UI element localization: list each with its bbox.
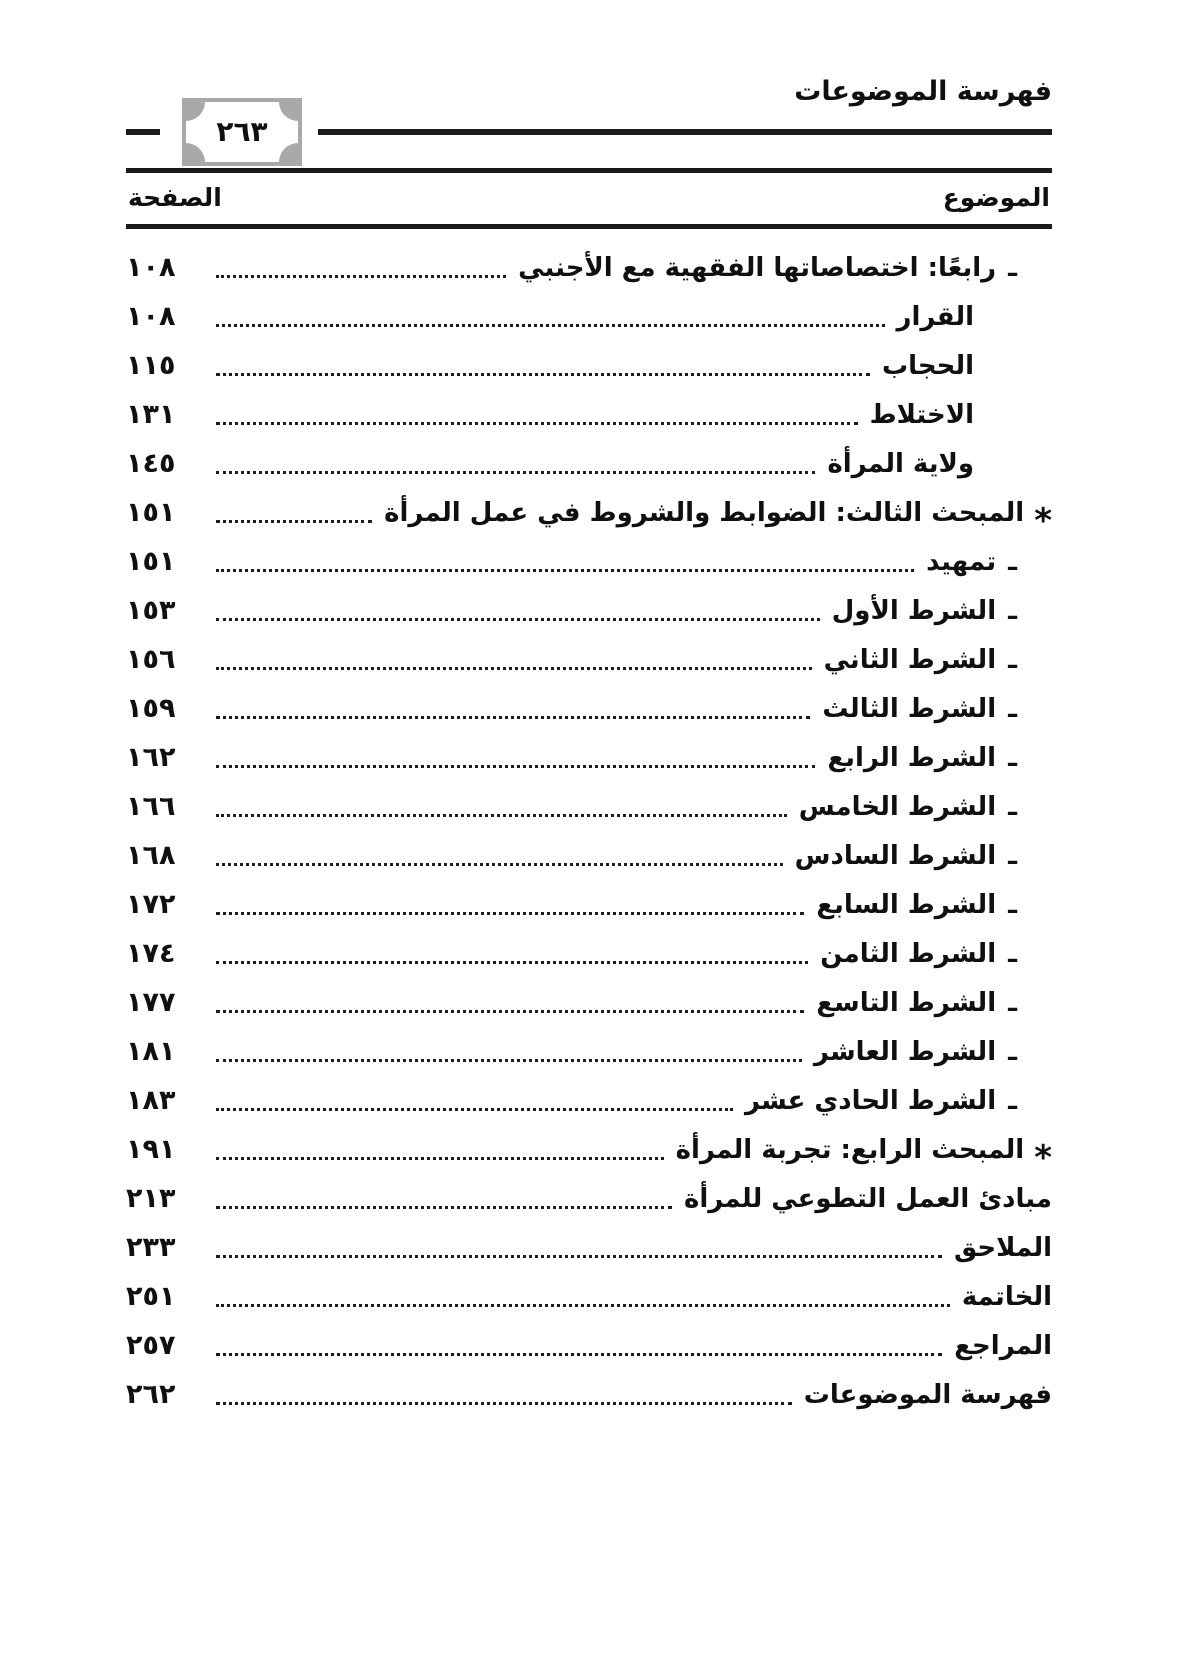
- dotted-leader: [216, 1206, 672, 1209]
- toc-entry: [126, 782, 1052, 831]
- entry-page-number: ١٧٧: [126, 987, 176, 1018]
- toc-entry: [126, 1223, 1052, 1272]
- entry-bullet: ـ: [1008, 252, 1017, 283]
- toc-entry: [126, 341, 1052, 390]
- entry-bullet: ـ: [1008, 987, 1017, 1018]
- entry-title: الخاتمة: [961, 1281, 1052, 1312]
- toc-entry: [126, 1272, 1052, 1321]
- entry-page-number: ١٨١: [126, 1036, 176, 1067]
- dotted-leader: [216, 618, 820, 621]
- dotted-leader: [216, 667, 812, 670]
- dotted-leader: [216, 912, 804, 915]
- entry-page-number: ١٧٢: [126, 889, 176, 920]
- entry-title: الشرط الحادي عشر: [744, 1085, 997, 1116]
- entry-bullet: ـ: [1008, 889, 1017, 920]
- toc-entry: * المبحث الرابع: تجربة المرأة ١٩١: [126, 1134, 1052, 1178]
- badge-corner-icon: [279, 143, 298, 162]
- dotted-leader: [216, 520, 372, 523]
- entry-title: مبادئ العمل التطوعي للمرأة: [683, 1183, 1052, 1214]
- entry-title: المبحث الرابع: تجربة المرأة: [675, 1134, 1025, 1165]
- entry-title: الشرط الثامن: [820, 938, 997, 969]
- dotted-leader: [216, 1108, 733, 1111]
- dotted-leader: [216, 471, 815, 474]
- entry-page-number: ١٦٨: [126, 840, 176, 871]
- entry-title: الشرط التاسع: [816, 987, 997, 1018]
- entry-page-number: ٢٦٢: [126, 1379, 176, 1410]
- entry-page-number: ١٤٥: [126, 448, 176, 479]
- column-headers: [126, 173, 1052, 224]
- badge-corner-icon: [186, 102, 205, 121]
- toc-entry: [126, 1370, 1052, 1419]
- entry-title: فهرسة الموضوعات: [803, 1379, 1052, 1410]
- entry-title: الشرط العاشر: [813, 1036, 997, 1067]
- dotted-leader: [216, 422, 858, 425]
- badge-corner-icon: [279, 102, 298, 121]
- dotted-leader: [216, 1402, 792, 1405]
- header-rule-left-stub: [126, 129, 160, 135]
- toc-list: [126, 243, 1052, 1419]
- dotted-leader: [216, 569, 914, 572]
- entry-title: الشرط الثاني: [823, 644, 997, 675]
- entry-page-number: ١٥١: [126, 497, 176, 528]
- entry-title: الشرط الرابع: [827, 742, 997, 773]
- column-header-topic: الموضوع: [942, 183, 1050, 212]
- entry-bullet: ـ: [1008, 1085, 1017, 1116]
- toc-entry: [126, 880, 1052, 929]
- entry-page-number: ١٠٨: [126, 252, 176, 283]
- entry-bullet: ـ: [1008, 938, 1017, 969]
- toc-entry: [126, 733, 1052, 782]
- dotted-leader: [216, 324, 885, 327]
- entry-title: المبحث الثالث: الضوابط والشروط في عمل المرأة: [384, 497, 1025, 528]
- dotted-leader: [216, 373, 870, 376]
- entry-page-number: ١٧٤: [126, 938, 176, 969]
- dotted-leader: [216, 1157, 664, 1160]
- entry-page-number: ١٥١: [126, 546, 176, 577]
- toc-entry: [126, 1027, 1052, 1076]
- toc-entry: [126, 243, 1052, 292]
- entry-page-number: ١٦٦: [126, 791, 176, 822]
- entry-page-number: ١٥٩: [126, 693, 176, 724]
- toc-entry: [126, 831, 1052, 880]
- toc-entry: [126, 292, 1052, 341]
- toc-entry: [126, 978, 1052, 1027]
- badge-corner-icon: [186, 143, 205, 162]
- page-number-badge: [182, 98, 302, 166]
- entry-bullet: ـ: [1008, 693, 1017, 724]
- entry-page-number: ١٦٢: [126, 742, 176, 773]
- page-title: فهرسة الموضوعات: [794, 76, 1052, 107]
- entry-bullet: ـ: [1008, 546, 1017, 577]
- entry-page-number: ٢٣٣: [126, 1232, 176, 1263]
- entry-page-number: ٢٥٧: [126, 1330, 176, 1361]
- dotted-leader: [216, 1059, 802, 1062]
- entry-title: الشرط الثالث: [822, 693, 997, 724]
- toc-entry: [126, 1076, 1052, 1125]
- entry-page-number: ٢١٣: [126, 1183, 176, 1214]
- entry-page-number: ١٥٣: [126, 595, 176, 626]
- toc-entry: [126, 929, 1052, 978]
- entry-title: الشرط الأول: [831, 595, 997, 626]
- entry-bullet: ـ: [1008, 1036, 1017, 1067]
- entry-title: ولاية المرأة: [827, 448, 974, 479]
- entry-page-number: ١٠٨: [126, 301, 176, 332]
- entry-title: تمهيد: [926, 546, 997, 577]
- header-divider-bottom: [126, 224, 1052, 229]
- column-header-page: الصفحة: [128, 183, 222, 212]
- entry-page-number: ١٨٣: [126, 1085, 176, 1116]
- entry-page-number: ١٩١: [126, 1134, 176, 1165]
- dotted-leader: [216, 961, 808, 964]
- dotted-leader: [216, 716, 810, 719]
- entry-title: الشرط السادس: [794, 840, 997, 871]
- entry-title: الملاحق: [953, 1232, 1052, 1263]
- entry-page-number: ١١٥: [126, 350, 176, 381]
- entry-title: رابعًا: اختصاصاتها الفقهية مع الأجنبي: [518, 252, 997, 283]
- dotted-leader: [216, 1255, 942, 1258]
- toc-entry: [126, 390, 1052, 439]
- dotted-leader: [216, 275, 506, 278]
- entry-bullet: ـ: [1008, 595, 1017, 626]
- dotted-leader: [216, 863, 783, 866]
- entry-bullet: ـ: [1008, 644, 1017, 675]
- entry-title: المراجع: [954, 1330, 1052, 1361]
- entry-bullet: ـ: [1008, 742, 1017, 773]
- dotted-leader: [216, 814, 787, 817]
- entry-page-number: ١٣١: [126, 399, 176, 430]
- toc-entry: [126, 1321, 1052, 1370]
- entry-bullet: ـ: [1008, 791, 1017, 822]
- entry-page-number: ٢٥١: [126, 1281, 176, 1312]
- toc-entry: * المبحث الثالث: الضوابط والشروط في عمل المرأة ١٥١: [126, 497, 1052, 541]
- entry-bullet: ـ: [1008, 840, 1017, 871]
- toc-entry: [126, 1174, 1052, 1223]
- dotted-leader: [216, 765, 815, 768]
- entry-page-number: ١٥٦: [126, 644, 176, 675]
- dotted-leader: [216, 1304, 950, 1307]
- entry-title: الشرط الخامس: [798, 791, 997, 822]
- dotted-leader: [216, 1010, 804, 1013]
- entry-title: الحجاب: [881, 350, 974, 381]
- dotted-leader: [216, 1353, 942, 1356]
- toc-entry: [126, 537, 1052, 586]
- page-number: ٢٦٣: [216, 114, 268, 148]
- toc-entry: [126, 635, 1052, 684]
- header-rule-right: [318, 129, 1052, 135]
- entry-title: الاختلاط: [869, 399, 974, 430]
- toc-entry: [126, 439, 1052, 488]
- toc-entry: [126, 684, 1052, 733]
- entry-title: القرار: [896, 301, 974, 332]
- toc-entry: [126, 586, 1052, 635]
- entry-title: الشرط السابع: [816, 889, 997, 920]
